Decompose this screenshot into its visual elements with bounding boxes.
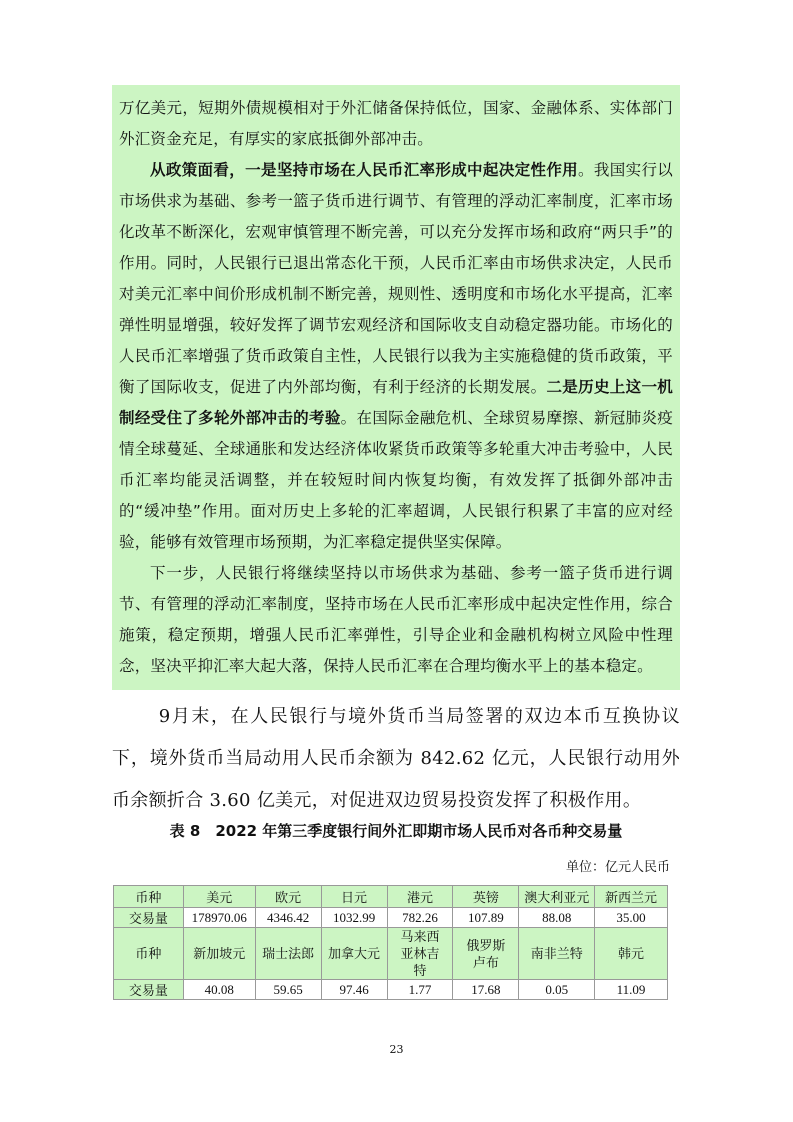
currency-cell: 欧元 [255,886,321,908]
table-caption: 表 8 2022 年第三季度银行间外汇即期市场人民币对各币种交易量 [169,822,623,840]
currency-cell: 俄罗斯卢布 [453,928,519,980]
volume-cell: 11.09 [595,980,668,1000]
currency-cell: 英镑 [453,886,519,908]
table-row [114,928,668,980]
volume-cell: 1.77 [387,980,453,1000]
bold-lead-2: 二是历史上这一机制经受住了多轮外部冲击的考验 [119,378,673,427]
table-row [114,886,668,908]
volume-cell: 97.46 [321,980,387,1000]
currency-cell: 新西兰元 [595,886,668,908]
currency-cell: 南非兰特 [519,928,595,980]
currency-cell: 韩元 [595,928,668,980]
volume-cell: 782.26 [387,908,453,928]
table-row [114,980,668,1000]
currency-cell: 港元 [387,886,453,908]
volume-cell: 178970.06 [183,908,255,928]
volume-cell: 35.00 [595,908,668,928]
volume-cell: 59.65 [255,980,321,1000]
row-label-currency: 币种 [114,886,184,908]
row-label-currency: 币种 [114,928,184,980]
currency-cell: 新加坡元 [183,928,255,980]
volume-cell: 88.08 [519,908,595,928]
box-paragraph-2-text-2: 。在国际金融危机、全球贸易摩擦、新冠肺炎疫情全球蔓延、全球通胀和发达经济体收紧货币政策等多轮重大冲击考验中，人民币汇率均能灵活调整，并在较短时间内恢复均衡，有效发挥了抵御外部冲击的“缓冲垫”作用。面对历史上多轮的汇率超调，人民银行积累了丰富的应对经验，能够有效管理市场预期，为汇率稳定提供坚实保障。 [119,409,673,551]
volume-cell: 0.05 [519,980,595,1000]
box-paragraph-1: 万亿美元，短期外债规模相对于外汇储备保持低位，国家、金融体系、实体部门外汇资金充足，有厚实的家底抵御外部冲击。 [119,99,673,148]
row-label-volume: 交易量 [114,980,184,1000]
body-paragraph: 9月末，在人民银行与境外货币当局签署的双边本币互换协议下，境外货币当局动用人民币余额为 842.62 亿元，人民银行动用外币余额折合 3.60 亿美元，对促进双边贸易投资发挥了积极作用。 [112,706,680,811]
table-unit: 单位：亿元人民币 [565,860,670,875]
bold-lead-1: 从政策面看，一是坚持市场在人民币汇率形成中起决定性作用 [150,161,579,179]
currency-cell: 加拿大元 [321,928,387,980]
currency-cell: 日元 [321,886,387,908]
currency-cell: 澳大利亚元 [519,886,595,908]
table-row [114,908,668,928]
volume-cell: 40.08 [183,980,255,1000]
currency-volume-table [113,885,668,1000]
highlight-box [112,85,680,690]
volume-cell: 1032.99 [321,908,387,928]
volume-cell: 107.89 [453,908,519,928]
currency-cell: 瑞士法郎 [255,928,321,980]
volume-cell: 17.68 [453,980,519,1000]
currency-cell: 美元 [183,886,255,908]
box-paragraph-3: 下一步，人民银行将继续坚持以市场供求为基础、参考一篮子货币进行调节、有管理的浮动汇率制度，坚持市场在人民币汇率形成中起决定性作用，综合施策，稳定预期，增强人民币汇率弹性，引导企业和金融机构树立风险中性理念，坚决平抑汇率大起大落，保持人民币汇率在合理均衡水平上的基本稳定。 [119,564,673,675]
currency-cell: 马来西亚林吉特 [387,928,453,980]
box-paragraph-2-text-1: 。我国实行以市场供求为基础、参考一篮子货币进行调节、有管理的浮动汇率制度，汇率市场化改革不断深化，宏观审慎管理不断完善，可以充分发挥市场和政府“两只手”的作用。同时，人民银行已退出常态化干预，人民币汇率由市场供求决定，人民币对美元汇率中间价形成机制不断完善，规则性、透明度和市场化水平提高，汇率弹性明显增强，较好发挥了调节宏观经济和国际收支自动稳定器功能。市场化的人民币汇率增强了货币政策自主性，人民银行以我为主实施稳健的货币政策，平衡了国际收支，促进了内外部均衡，有利于经济的长期发展。 [119,161,673,396]
page-number: 23 [389,1043,404,1056]
row-label-volume: 交易量 [114,908,184,928]
box-paragraph-2 [119,155,673,558]
volume-cell: 4346.42 [255,908,321,928]
